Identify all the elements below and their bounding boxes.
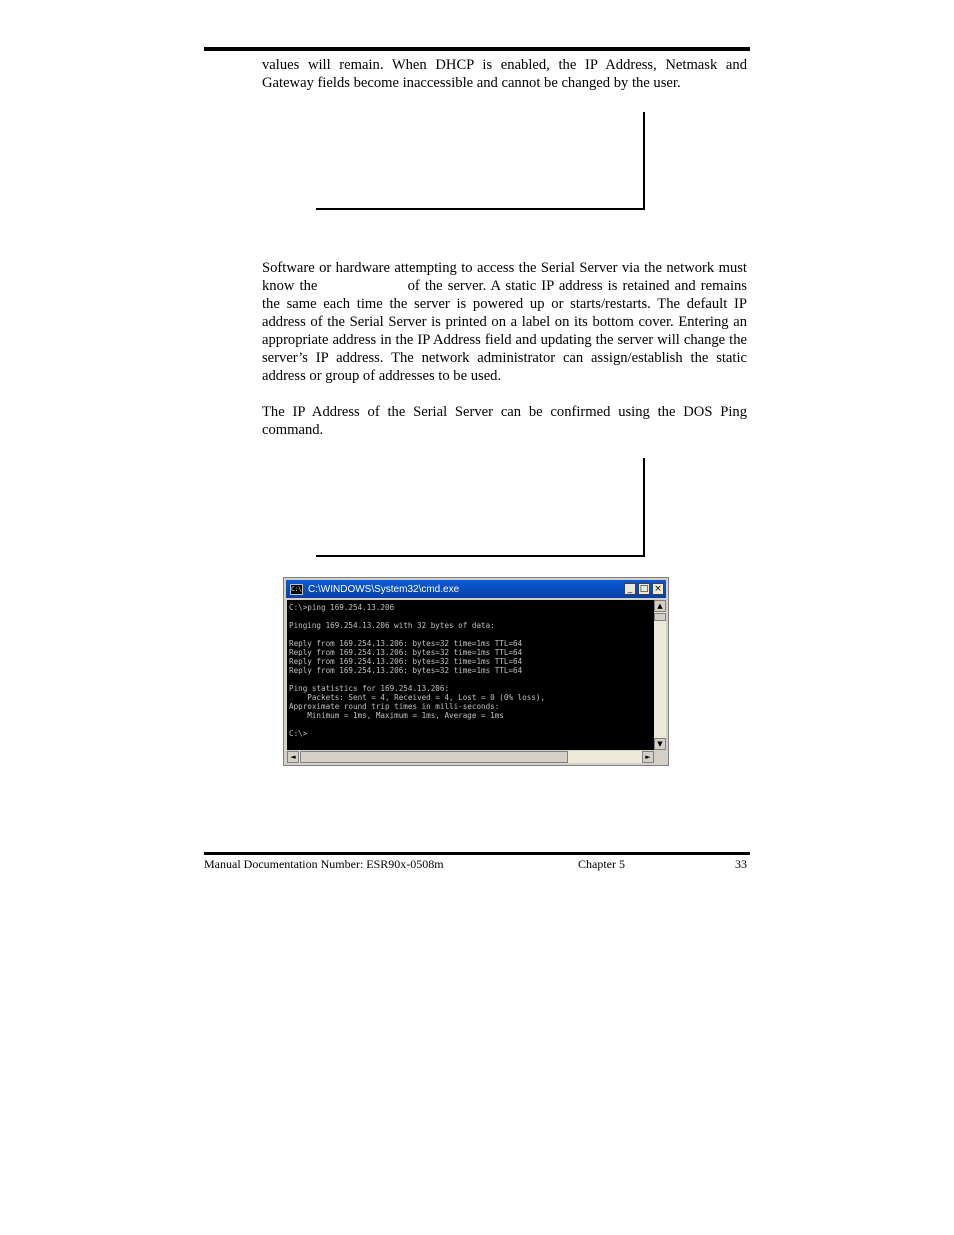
paragraph-static-ip-start: Software or hardware attempting to access the Serial Server via the network must know the — [262, 260, 747, 294]
scroll-down-icon[interactable]: ▼ — [654, 738, 666, 750]
paragraph-static-ip-rest: of the server. A static IP address is retained and remains the same each time the server is powered up or starts/restarts. The default IP address of the Serial Server is printed on a label on its bottom cover. Entering an appropriate address in the IP Address field and updating the server will change the server’s IP address. The network administrator can assign/establish the static address or group of addresses to be used. — [262, 278, 747, 384]
figure-frame-right-2 — [643, 458, 645, 557]
cmd-window-title: C:\WINDOWS\System32\cmd.exe — [308, 583, 460, 595]
footer-page-number: 33 — [735, 857, 747, 871]
scroll-right-icon[interactable]: ► — [642, 751, 654, 763]
footer-rule — [204, 852, 750, 855]
horizontal-scroll-thumb[interactable] — [300, 751, 568, 763]
cmd-window — [283, 577, 669, 766]
footer-chapter: Chapter 5 — [578, 857, 625, 871]
maximize-icon[interactable]: □ — [639, 584, 649, 594]
scroll-left-icon[interactable]: ◄ — [287, 751, 299, 763]
footer-doc-number: Manual Documentation Number: ESR90x-0508m — [204, 857, 444, 871]
paragraph-static-ip — [262, 259, 747, 385]
figure-frame-bottom — [316, 208, 645, 210]
figure-frame-bottom-2 — [316, 555, 645, 557]
header-rule — [204, 47, 750, 51]
cmd-app-icon: C:\ — [291, 585, 302, 593]
minimize-icon[interactable]: _ — [624, 583, 636, 595]
vertical-scrollbar[interactable] — [654, 600, 666, 750]
cmd-titlebar[interactable] — [286, 580, 666, 598]
horizontal-scrollbar[interactable] — [287, 751, 654, 763]
scroll-up-icon[interactable]: ▲ — [654, 600, 666, 612]
console-output[interactable]: C:\>ping 169.254.13.206 Pinging 169.254.13.206 with 32 bytes of data: Reply from 169.254.13.206: bytes=32 time=1ms TTL=64 Reply from 169.254.13.206: bytes=32 time=1ms TTL=64 Reply from 169.254.13.206: bytes=32 time=1ms TTL=64 Reply from 169.254.13.206: bytes=32 time=1ms TTL=64 Ping statistics for 169.254.13.206: Packets: Sent = 4, Received = 4, Lost = 0 (0% loss), Approximate round trip times in milli-seconds: Minimum = 1ms, Maximum = 1ms, Average = 1ms C:\> — [287, 600, 654, 750]
close-icon[interactable]: × — [652, 583, 664, 595]
vertical-scroll-thumb[interactable] — [654, 613, 666, 621]
paragraph-dhcp: values will remain. When DHCP is enabled, the IP Address, Netmask and Gateway fields become inaccessible and cannot be changed by the user. — [262, 57, 747, 91]
figure-frame-right — [643, 112, 645, 210]
paragraph-ping: The IP Address of the Serial Server can be confirmed using the DOS Ping command. — [262, 404, 747, 438]
